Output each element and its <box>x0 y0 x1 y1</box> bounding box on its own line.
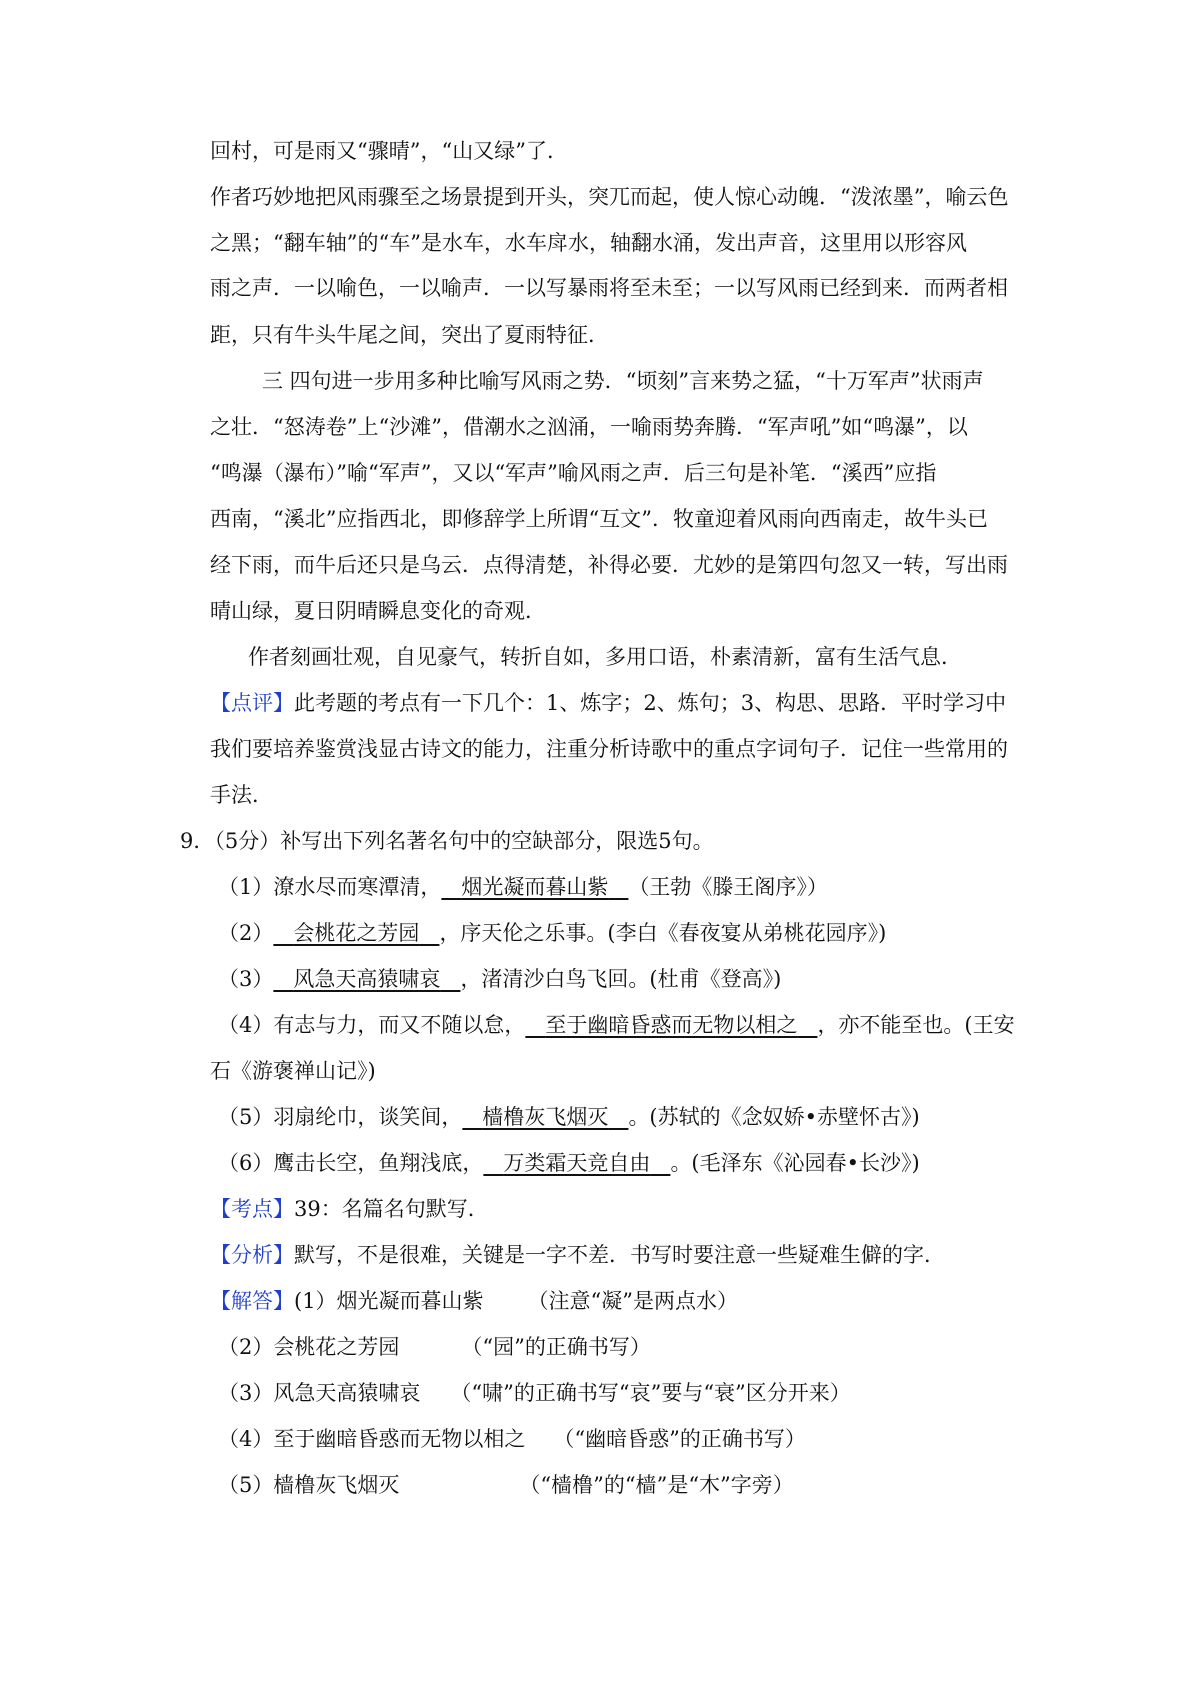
review-text: 此考题的考点有一下几个：1、炼字；2、炼句；3、构思、思路．平时学习中 <box>294 691 1007 715</box>
answer-note: （“啸”的正确书写“哀”要与“衰”区分开来） <box>450 1381 851 1405</box>
item-prefix: （3） <box>218 967 274 991</box>
paragraph-line: “鸣瀑（瀑布）”喻“军声”，又以“军声”喻风雨之声．后三句是补笔．“溪西”应指 <box>210 461 937 485</box>
answer-blank: 风急天高猿啸哀 <box>293 967 441 991</box>
answer-text: (1）烟光凝而暮山紫 <box>294 1289 484 1313</box>
answer-line <box>218 1332 651 1362</box>
paragraph-line: 雨之声．一以喻色，一以喻声．一以写暴雨将至未至；一以写风雨已经到来．而两者相 <box>210 276 1008 300</box>
answer-note: （“园”的正确书写） <box>461 1335 651 1359</box>
item-suffix: 。(苏轼的《念奴娇•赤壁怀古》) <box>628 1105 920 1129</box>
item-suffix: ，渚清沙白鸟飞回。(杜甫《登高》) <box>460 967 782 991</box>
question-item <box>218 1010 1015 1040</box>
answer-text: （2）会桃花之芳园 <box>218 1335 400 1359</box>
answer-note: （“樯橹”的“樯”是“木”字旁） <box>519 1473 794 1497</box>
item-prefix: （6）鹰击长空，鱼翔浅底， <box>218 1151 484 1175</box>
answer-text: （3）风急天高猿啸哀 <box>218 1381 421 1405</box>
fenxi-line <box>210 1240 945 1270</box>
answer-blank: 烟光凝而暮山紫 <box>461 875 609 899</box>
paragraph-line: 经下雨，而牛后还只是乌云．点得清楚，补得必要．尤妙的是第四句忽又一转，写出雨 <box>210 553 1008 577</box>
paragraph-line: 回村，可是雨又“骤晴”，“山又绿”了． <box>210 139 568 163</box>
answer-blank: 至于幽暗昏惑而无物以相之 <box>545 1013 798 1037</box>
kaodian-text: 39：名篇名句默写． <box>294 1197 489 1221</box>
review-line: 手法． <box>210 783 273 807</box>
paragraph-line: 作者刻画壮观，自见豪气，转折自如，多用口语，朴素清新，富有生活气息． <box>248 645 962 669</box>
item-suffix: ，序天伦之乐事。(李白《春夜宴从弟桃花园序》) <box>439 921 887 945</box>
answer-line <box>218 1470 794 1500</box>
question-item <box>218 964 781 994</box>
paragraph-line: 西南，“溪北”应指西北，即修辞学上所谓“互文”．牧童迎着风雨向西南走，故牛头已 <box>210 507 988 531</box>
answer-note: （注意“凝”是两点水） <box>527 1289 739 1313</box>
answer-text: （4）至于幽暗昏惑而无物以相之 <box>218 1427 526 1451</box>
answer-line <box>218 1424 806 1454</box>
answer-text: （5）樯橹灰飞烟灭 <box>218 1473 400 1497</box>
kaodian-line <box>210 1194 489 1224</box>
question-title: 9．（5分）补写出下列名著名句中的空缺部分，限选5句。 <box>180 829 714 853</box>
question-item <box>218 872 828 902</box>
paragraph-line: 距，只有牛头牛尾之间，突出了夏雨特征． <box>210 323 609 347</box>
paragraph-line: 作者巧妙地把风雨骤至之场景提到开头，突兀而起，使人惊心动魄．“泼浓墨”，喻云色 <box>210 185 1009 209</box>
answer-blank: 会桃花之芳园 <box>293 921 420 945</box>
item-prefix: （2） <box>218 921 274 945</box>
item-prefix: （1）潦水尽而寒潭清， <box>218 875 442 899</box>
item-prefix: （4）有志与力，而又不随以怠， <box>218 1013 526 1037</box>
paragraph-line: 晴山绿，夏日阴晴瞬息变化的奇观． <box>210 599 546 623</box>
question-item-continued: 石《游褒禅山记》) <box>210 1059 376 1083</box>
review-line <box>210 688 1006 718</box>
answer-blank: 樯橹灰飞烟灭 <box>482 1105 609 1129</box>
question-item <box>218 918 886 948</box>
paragraph-line: 之黑；“翻车轴”的“车”是水车，水车戽水，轴翻水涌，发出声音，这里用以形容风 <box>210 231 967 255</box>
answer-line <box>218 1378 851 1408</box>
jieda-tag: 【解答】 <box>210 1289 294 1313</box>
item-suffix: 。(毛泽东《沁园春•长沙》) <box>670 1151 920 1175</box>
answer-line <box>210 1286 738 1316</box>
question-item <box>218 1102 920 1132</box>
item-prefix: （5）羽扇纶巾，谈笑间， <box>218 1105 463 1129</box>
review-line: 我们要培养鉴赏浅显古诗文的能力，注重分析诗歌中的重点字词句子．记住一些常用的 <box>210 737 1008 761</box>
answer-note: （“幽暗昏惑”的正确书写） <box>553 1427 806 1451</box>
kaodian-tag: 【考点】 <box>210 1197 294 1221</box>
review-tag: 【点评】 <box>210 691 294 715</box>
fenxi-text: 默写，不是很难，关键是一字不差．书写时要注意一些疑难生僻的字． <box>294 1243 945 1267</box>
answer-blank: 万类霜天竞自由 <box>503 1151 651 1175</box>
item-suffix: （王勃《滕王阁序》） <box>628 875 828 899</box>
paragraph-line: 三 四句进一步用多种比喻写风雨之势．“顷刻”言来势之猛，“十万军声”状雨声 <box>262 369 984 393</box>
fenxi-tag: 【分析】 <box>210 1243 294 1267</box>
item-suffix: ，亦不能至也。(王安 <box>817 1013 1015 1037</box>
paragraph-line: 之壮．“怒涛卷”上“沙滩”，借潮水之汹涌，一喻雨势奔腾．“军声吼”如“鸣瀑”，以 <box>210 415 968 439</box>
question-item <box>218 1148 920 1178</box>
